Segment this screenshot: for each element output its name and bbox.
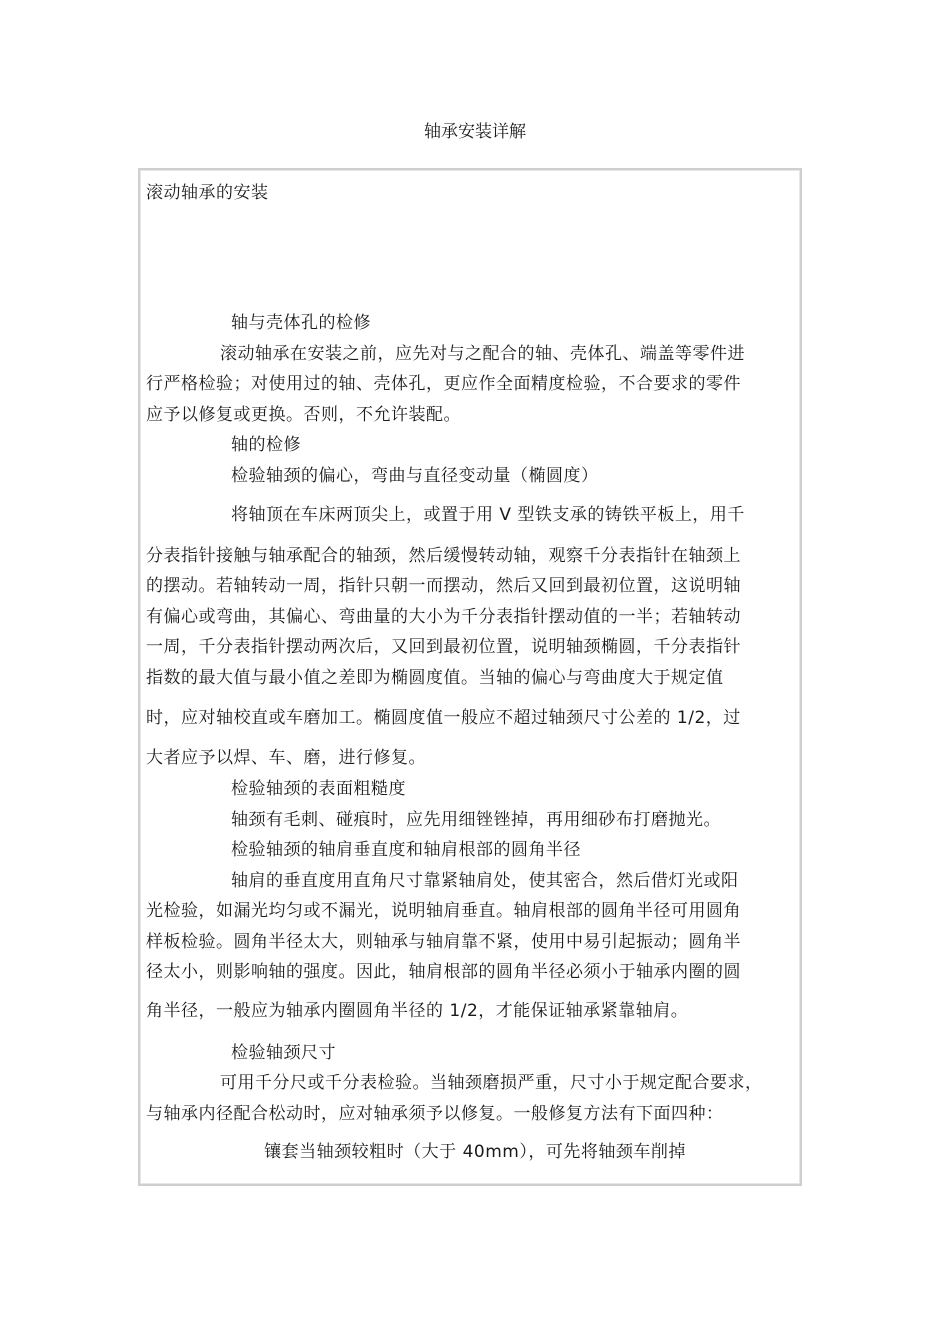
paragraph-line: 分表指针接触与轴承配合的轴颈，然后缓慢转动轴，观察千分表指针在轴颈上 [146,546,741,566]
paragraph-line: 一周，千分表指针摆动两次后，又回到最初位置，说明轴颈椭圆，千分表指针 [146,637,741,657]
paragraph-line: 角半径，一般应为轴承内圈圆角半径的 1/2，才能保证轴承紧靠轴肩。 [146,1001,689,1021]
paragraph-line: 可用千分尺或千分表检验。当轴颈磨损严重，尺寸小于规定配合要求， [220,1073,763,1093]
paragraph-line: 大者应予以焊、车、磨，进行修复。 [146,748,426,768]
paragraph-line: 应予以修复或更换。否则，不允许装配。 [146,405,461,425]
paragraph-line: 有偏心或弯曲，其偏心、弯曲量的大小为千分表指针摆动值的一半；若轴转动 [146,607,741,627]
paragraph-line: 将轴顶在车床两顶尖上，或置于用 V 型铁支承的铸铁平板上，用千 [231,505,745,525]
paragraph-line: 滚动轴承在安装之前，应先对与之配合的轴、壳体孔、端盖等零件进 [220,344,745,364]
subsection-heading: 检验轴颈的轴肩垂直度和轴肩根部的圆角半径 [231,840,581,860]
paragraph-line: 轴肩的垂直度用直角尺寸靠紧轴肩处，使其密合，然后借灯光或阳 [231,871,739,891]
paragraph-line: 行严格检验；对使用过的轴、壳体孔，更应作全面精度检验，不合要求的零件 [146,374,741,394]
subsection-heading: 轴的检修 [231,435,301,455]
paragraph-line: 时，应对轴校直或车磨加工。椭圆度值一般应不超过轴颈尺寸公差的 1/2，过 [146,708,741,728]
paragraph-line: 光检验，如漏光均匀或不漏光，说明轴肩垂直。轴肩根部的圆角半径可用圆角 [146,901,741,921]
paragraph-line: 轴颈有毛刺、碰痕时，应先用细锉锉掉，再用细砂布打磨抛光。 [231,810,721,830]
document-title: 轴承安装详解 [424,122,526,142]
paragraph-line: 样板检验。圆角半径太大，则轴承与轴肩靠不紧，使用中易引起振动；圆角半 [146,932,741,952]
paragraph-line: 镶套当轴颈较粗时（大于 40mm），可先将轴颈车削掉 [264,1142,686,1162]
subsection-heading: 检验轴颈尺寸 [231,1043,336,1063]
paragraph-line: 指数的最大值与最小值之差即为椭圆度值。当轴的偏心与弯曲度大于规定值 [146,668,724,688]
subsection-heading: 轴与壳体孔的检修 [231,313,371,333]
subsection-heading: 检验轴颈的偏心，弯曲与直径变动量（椭圆度） [231,466,599,486]
paragraph-line: 的摆动。若轴转动一周，指针只朝一而摆动，然后又回到最初位置，这说明轴 [146,576,741,596]
section-heading: 滚动轴承的安装 [146,183,269,203]
paragraph-line: 与轴承内径配合松动时，应对轴承须予以修复。一般修复方法有下面四种： [146,1104,724,1124]
subsection-heading: 检验轴颈的表面粗糙度 [231,779,406,799]
paragraph-line: 径太小，则影响轴的强度。因此，轴肩根部的圆角半径必须小于轴承内圈的圆 [146,962,741,982]
